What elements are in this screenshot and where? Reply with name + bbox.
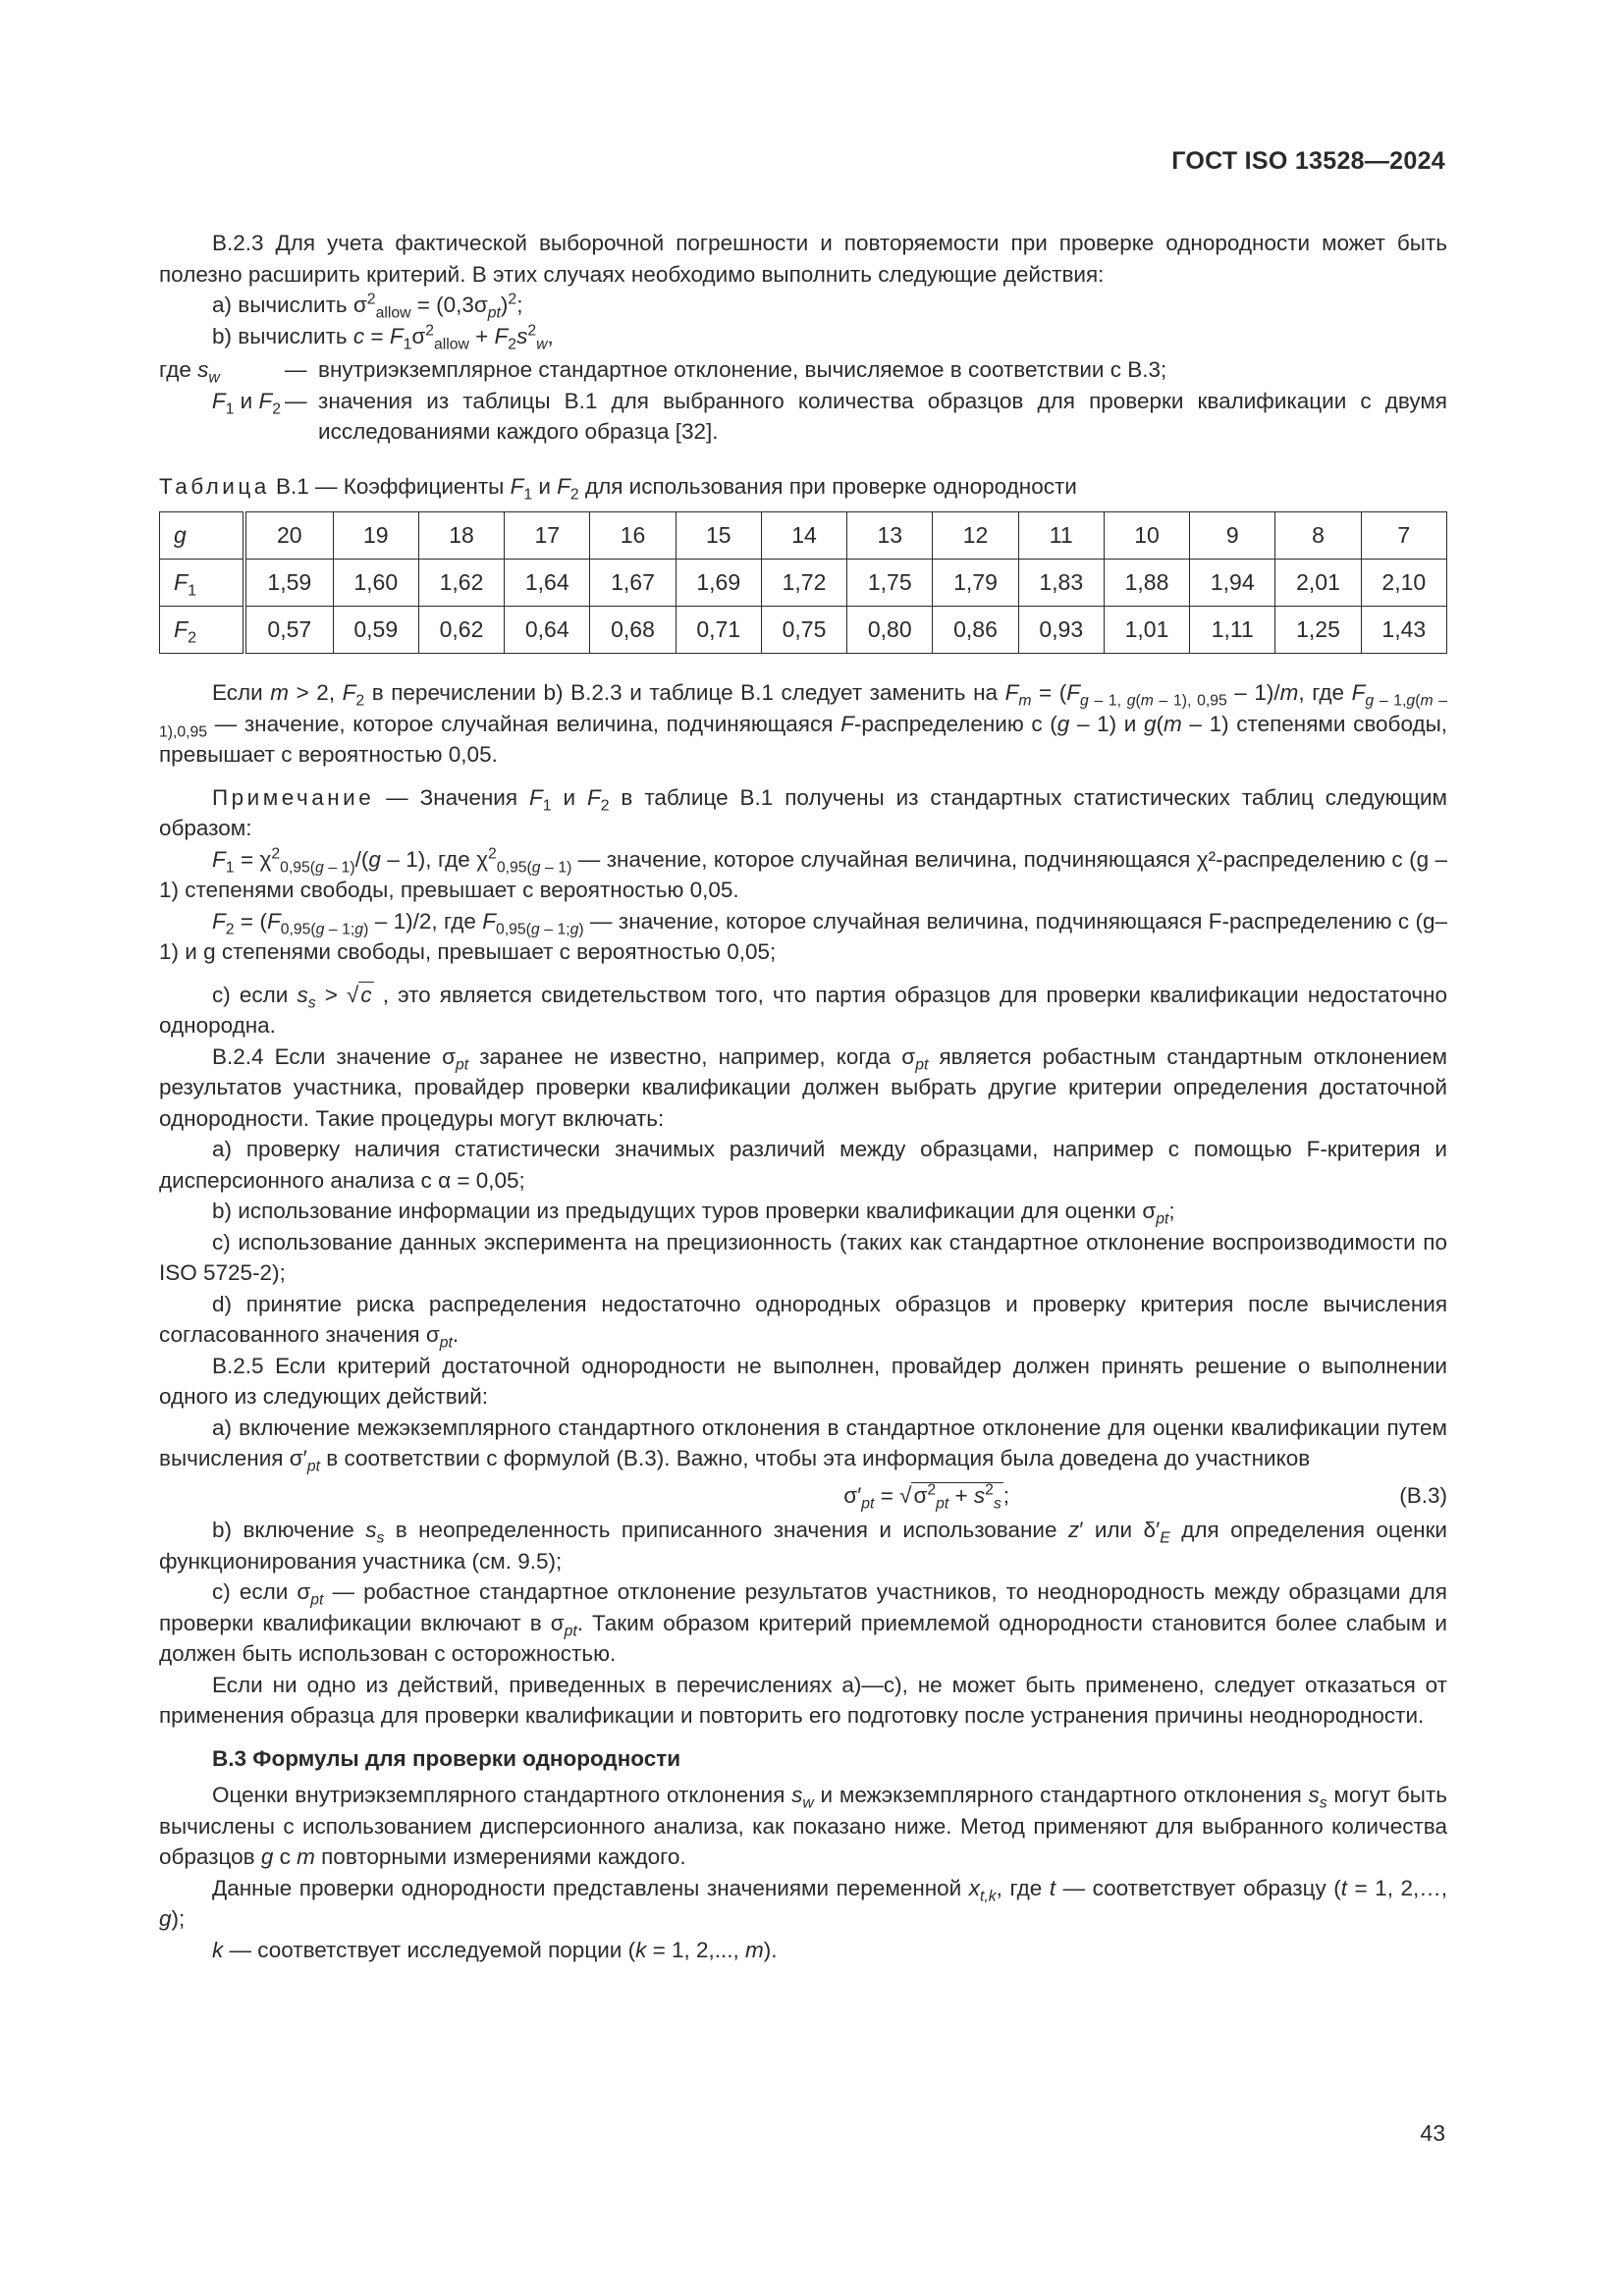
definition-term-f1f2: $F_1$ и $F_2$ bbox=[211, 388, 281, 417]
paragraph-b25-final: Если ни одно из действий, приведенных в перечислениях a)—c), не может быть применено, следует отказаться от применения образца для проверки квалификации и повторить его подготовку после устранения причины неоднородности. bbox=[159, 1672, 1447, 1728]
definition-text-f1f2: значения из таблицы B.1 для выбранного количества образцов для проверки квалификации с двумя исследованиями каждого образца [32]. bbox=[318, 388, 1447, 444]
definition-term-sw: где $s_w$ bbox=[159, 357, 220, 387]
paragraph-b25-intro: B.2.5 Если критерий достаточной однородности не выполнен, провайдер должен принять решение о выполнении одного из следующих действий: bbox=[159, 1353, 1447, 1409]
table-row-f1: $F_1$ 1,59 1,60 1,62 1,64 1,67 1,69 1,72 1,75 1,79 1,83 1,88 1,94 2,01 2,10 bbox=[160, 560, 1447, 607]
list-item-b24-d: d) принятие риска распределения недостаточно однородных образцов и проверку критерия после вычисления согласованного значения $\sigma_{pt}$. bbox=[159, 1291, 1447, 1352]
section-title-b3: B.3 Формулы для проверки однородности bbox=[212, 1745, 681, 1771]
formula-number: (B.3) bbox=[1399, 1482, 1447, 1508]
definitions-list: где $s_w$ — внутриэкземплярное стандартное отклонение, вычисляемое в соответствии с B.3; $F_1$ и $F_2$ — значения из таблицы B.1 для выбранного количества образцов для проверки квалификации с двумя исследованиями каждого образца [32]. bbox=[159, 354, 1447, 448]
list-item-b24-a: a) проверку наличия статистически значимых различий между образцами, например с помощью F-критерия и дисперсионного анализа с α = 0,05; bbox=[159, 1137, 1447, 1193]
paragraph-fm-replacement: Если m > 2, $F_2$ в перечислении b) B.2.3 и таблице B.1 следует заменить на $F_m = (F_{g - 1, g(m - 1), 0,95} - 1)/m$, где $F_{g - 1,g(m - 1),0,95}$ — значение, которое случайная величина, подчиняющаяся F-распределению с (g – 1) и g(m – 1) степенями свободы, превышает с вероятностью 0,05. bbox=[159, 680, 1448, 767]
document-header: ГОСТ ISO 13528—2024 bbox=[1171, 147, 1445, 175]
paragraph-b24-intro: B.2.4 Если значение $\sigma_{pt}$ заранее не известно, например, когда $\sigma_{pt}$ является робастным стандартным отклонением результатов участника, провайдер проверки квалификации должен выбрать другие критерии определения достаточной однородности. Такие процедуры могут включать: bbox=[159, 1043, 1448, 1131]
paragraph-b3-2: Данные проверки однородности представлены значениями переменной $x_{t,k}$, где t — соответствует образцу (t = 1, 2,…, g); bbox=[159, 1875, 1447, 1931]
note-formula-f1: $F_1 = \chi^2_{0,95(g - 1)}/(g - 1)$, где $\chi^2_{0,95(g - 1)}$ — значение, которое случайная величина, подчиняющаяся χ²-распределению с (g – 1) степенями свободы, превышает с вероятностью 0,05. bbox=[159, 845, 1448, 902]
list-item-b25-b: b) включение $s_s$ в неопределенность приписанного значения и использование z′ или $\delta'_E$ для определения оценки функционирования участника (см. 9.5); bbox=[159, 1518, 1447, 1574]
formula-b3 bbox=[159, 1480, 1447, 1512]
list-item-b25-a: a) включение межэкземплярного стандартного отклонения в стандартное отклонение для оценки квалификации путем вычисления $\sigma'_{pt}$ в соответствии с формулой (B.3). Важно, чтобы эта информация была доведена до участников bbox=[159, 1415, 1447, 1475]
note-formula-f2: $F_2 = (F_{0,95(g - 1;g)} - 1)/2$, где $F_{0,95(g - 1;g)}$ — значение, которое случайная величина, подчиняющаяся F-распределению с (g–1) и g степенями свободы, превышает с вероятностью 0,05; bbox=[159, 908, 1447, 964]
paragraph-b3-1: Оценки внутриэкземплярного стандартного отклонения $s_w$ и межэкземплярного стандартного отклонения $s_s$ могут быть вычислены с использованием дисперсионного анализа, как показано ниже. Метод применяют для выбранного количества образцов g с m повторными измерениями каждого. bbox=[159, 1783, 1447, 1869]
coefficients-table bbox=[159, 511, 1447, 654]
paragraph-b23-intro: B.2.3 Для учета фактической выборочной погрешности и повторяемости при проверке однородности может быть полезно расширить критерий. В этих случаях необходимо выполнить следующие действия: bbox=[159, 231, 1447, 287]
row-header-f2: $F_2$ bbox=[160, 607, 245, 654]
list-item-b23-a: a) вычислить $\sigma^2_{allow} = (0,3\sigma_{pt})^2$; bbox=[212, 291, 523, 322]
note-paragraph: Примечание — Значения $F_1$ и $F_2$ в таблице B.1 получены из стандартных статистических таблиц следующим образом: bbox=[159, 784, 1447, 840]
table-row-g: g 20 19 18 17 16 15 14 13 12 11 10 9 8 7 bbox=[160, 512, 1447, 560]
list-item-b24-c: c) использование данных эксперимента на прецизионность (таких как стандартное отклонение воспроизводимости по ISO 5725-2); bbox=[159, 1229, 1447, 1285]
page-content bbox=[159, 228, 1447, 1965]
list-item-b24-b: b) использование информации из предыдущих туров проверки квалификации для оценки $\sigma_{pt}$; bbox=[212, 1199, 1175, 1228]
row-header-f1: $F_1$ bbox=[160, 560, 245, 607]
formula-b3-expression: $\sigma'_{pt} = √\sigma^2_{pt} + s^2_s$; bbox=[843, 1481, 1010, 1512]
definition-text-sw: внутриэкземплярное стандартное отклонение, вычисляемое в соответствии с B.3; bbox=[318, 357, 1167, 382]
list-item-b23-b: b) вычислить $c = F_1\sigma^2_{allow} + F_2s^2_w$, bbox=[212, 322, 554, 352]
page-number: 43 bbox=[1420, 2120, 1445, 2146]
list-item-b25-c: c) если $\sigma_{pt}$ — робастное стандартное отклонение результатов участников, то неоднородность между образцами для проверки квалификации включают в $\sigma_{pt}$. Таким образом критерий приемлемой однородности становится более слабым и должен быть использован с осторожностью. bbox=[159, 1579, 1447, 1666]
row-header-g: g bbox=[160, 512, 245, 560]
table-row-f2: $F_2$ 0,57 0,59 0,62 0,64 0,68 0,71 0,75 0,80 0,86 0,93 1,01 1,11 1,25 1,43 bbox=[160, 607, 1447, 654]
paragraph-b3-3: k — соответствует исследуемой порции (k = 1, 2,..., m). bbox=[212, 1937, 778, 1962]
list-item-b23-c: c) если $s_s > √c$ , это является свидетельством того, что партия образцов для проверки квалификации недостаточно однородна. bbox=[159, 982, 1447, 1038]
table-caption: Таблица B.1 — Коэффициенты $F_1$ и $F_2$ для использования при проверке однородности bbox=[159, 473, 1077, 503]
